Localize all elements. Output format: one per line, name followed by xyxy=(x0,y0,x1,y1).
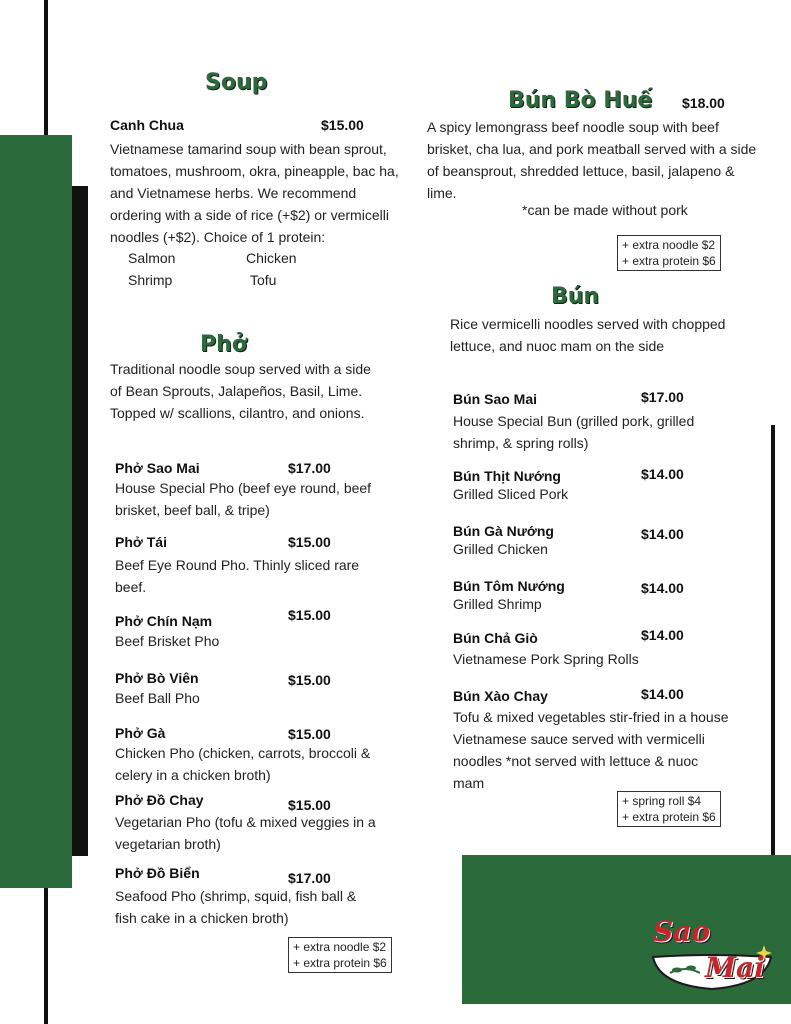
menu-item-price: $17.00 xyxy=(641,389,684,405)
menu-item-price: $14.00 xyxy=(641,580,684,596)
extra-line: + extra protein $6 xyxy=(622,254,716,268)
left-dark-bar xyxy=(72,186,88,856)
menu-item-desc: Beef Eye Round Pho. Thinly sliced rare beef. xyxy=(115,557,360,595)
pho-heading: Phở xyxy=(200,332,247,357)
menu-item-desc: Grilled Sliced Pork xyxy=(453,486,569,502)
canh-chua-price: $15.00 xyxy=(321,117,364,133)
menu-item-price: $15.00 xyxy=(288,797,331,813)
extra-line: + extra noodle $2 xyxy=(622,238,716,252)
extra-line: + extra protein $6 xyxy=(293,956,387,970)
protein-option: Tofu xyxy=(250,272,277,288)
menu-item-name: Phở Chín Nạm xyxy=(115,613,213,629)
logo-text-mai: Mai xyxy=(705,951,765,984)
bun-extras-box xyxy=(617,791,721,827)
menu-item-name: Bún Sao Mai xyxy=(453,391,538,407)
right-vertical-line xyxy=(771,425,775,860)
menu-item-price: $15.00 xyxy=(288,607,331,623)
menu-item-desc: Seafood Pho (shrimp, squid, fish ball & fish cake in a chicken broth) xyxy=(115,888,357,926)
menu-item-name: Phở Gà xyxy=(115,725,166,741)
protein-option: Chicken xyxy=(246,250,297,266)
protein-option: Shrimp xyxy=(128,272,173,288)
menu-item-price: $15.00 xyxy=(288,672,331,688)
logo-text-sao: Sao xyxy=(653,915,711,948)
left-green-panel xyxy=(0,135,72,888)
menu-item-name: Phở Đồ Chay xyxy=(115,792,204,808)
menu-item-name: Bún Chả Giò xyxy=(453,630,538,646)
menu-item-desc: Grilled Shrimp xyxy=(453,596,542,612)
bun-bo-hue-note: *can be made without pork xyxy=(522,202,688,218)
menu-item-price: $14.00 xyxy=(641,627,684,643)
menu-item-desc: Grilled Chicken xyxy=(453,541,548,557)
menu-item-desc: Vietnamese Pork Spring Rolls xyxy=(453,651,639,667)
menu-item-desc: Beef Brisket Pho xyxy=(115,633,220,649)
bun-bo-hue-price: $18.00 xyxy=(682,95,725,111)
menu-item-price: $15.00 xyxy=(288,726,331,742)
pho-intro: Traditional noodle soup served with a side of Bean Sprouts, Jalapeños, Basil, Lime. Topped w/ scallions, cilantro, and onions. xyxy=(110,361,371,421)
bun-bo-hue-extras-box xyxy=(617,235,721,271)
menu-item-price: $17.00 xyxy=(288,870,331,886)
sao-mai-logo xyxy=(645,915,780,995)
menu-item-name: Phở Tái xyxy=(115,534,167,550)
menu-item-desc: Vegetarian Pho (tofu & mixed veggies in a vegetarian broth) xyxy=(115,814,376,852)
menu-item-name: Bún Tôm Nướng xyxy=(453,578,565,594)
extra-line: + extra protein $6 xyxy=(622,810,716,824)
soup-heading: Soup xyxy=(205,70,268,95)
menu-item-desc: Beef Ball Pho xyxy=(115,690,200,706)
canh-chua-name: Canh Chua xyxy=(110,117,184,133)
menu-item-name: Bún Xào Chay xyxy=(453,688,548,704)
menu-item-desc: Chicken Pho (chicken, carrots, broccoli & celery in a chicken broth) xyxy=(115,745,371,783)
menu-item-name: Bún Thịt Nướng xyxy=(453,468,561,484)
bun-intro: Rice vermicelli noodles served with chopped lettuce, and nuoc mam on the side xyxy=(450,316,726,354)
menu-item-price: $17.00 xyxy=(288,460,331,476)
menu-item-price: $14.00 xyxy=(641,686,684,702)
menu-item-name: Phở Sao Mai xyxy=(115,460,200,476)
extra-line: + spring roll $4 xyxy=(622,794,702,808)
bun-heading: Bún xyxy=(551,284,600,309)
menu-item-name: Bún Gà Nướng xyxy=(453,523,554,539)
menu-item-name: Phở Đồ Biển xyxy=(115,865,200,881)
menu-item-desc: Tofu & mixed vegetables stir-fried in a house Vietnamese sauce served with vermicelli noodles *not served with lettuce & nuoc mam xyxy=(453,709,729,791)
extra-line: + extra noodle $2 xyxy=(293,940,387,954)
menu-item-desc: House Special Bun (grilled pork, grilled shrimp, & spring rolls) xyxy=(453,413,695,451)
canh-chua-desc: Vietnamese tamarind soup with bean sprout, tomatoes, mushroom, okra, pineapple, bac ha, and Vietnamese herbs. We recommend ordering with a side of rice (+$2) or vermicelli noodles (+$2). Choice of 1 protein: xyxy=(110,141,399,245)
pho-extras-box xyxy=(288,937,392,973)
menu-item-desc: House Special Pho (beef eye round, beef brisket, beef ball, & tripe) xyxy=(115,480,372,518)
protein-option: Salmon xyxy=(128,250,176,266)
menu-item-price: $15.00 xyxy=(288,534,331,550)
menu-item-price: $14.00 xyxy=(641,526,684,542)
bun-bo-hue-desc: A spicy lemongrass beef noodle soup with beef brisket, cha lua, and pork meatball served with a side of beansprout, shredded lettuce, basil, jalapeno & lime. xyxy=(427,119,757,201)
bun-bo-hue-heading: Bún Bò Huế xyxy=(508,88,653,113)
menu-item-name: Phở Bò Viên xyxy=(115,670,199,686)
menu-item-price: $14.00 xyxy=(641,466,684,482)
